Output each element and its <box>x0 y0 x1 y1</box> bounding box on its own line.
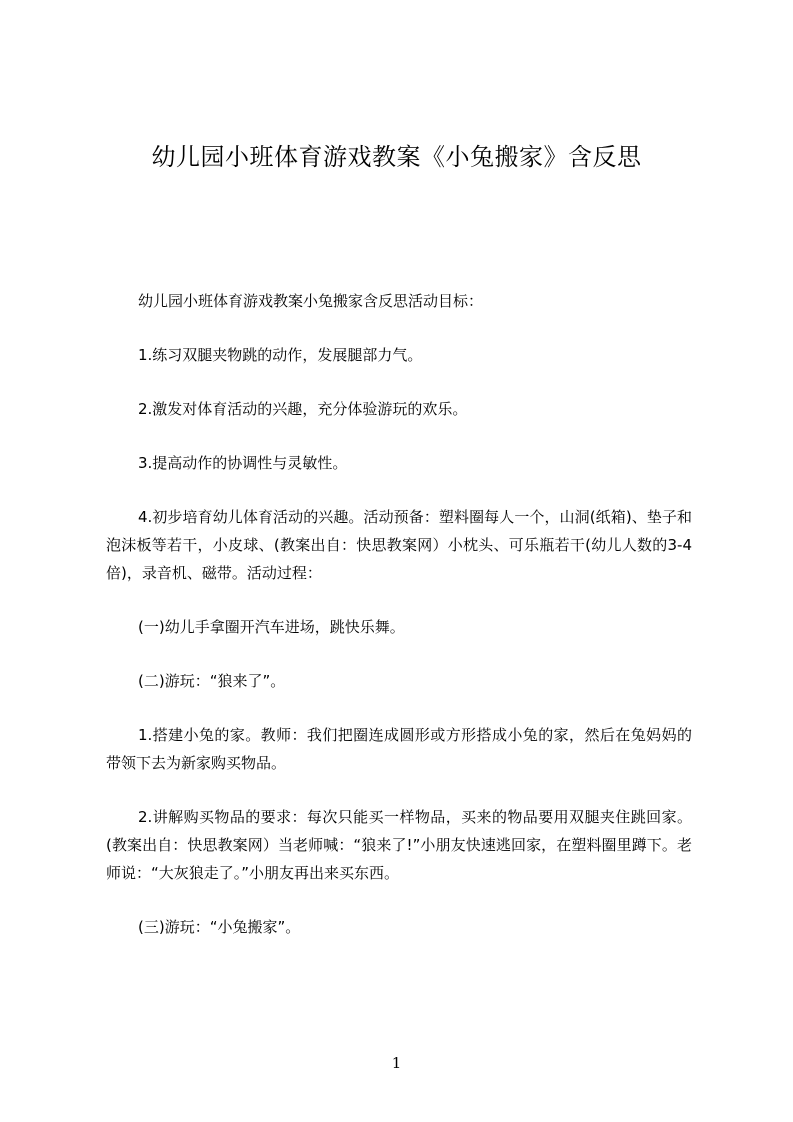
paragraph-step-2: (二)游玩：“狼来了”。 <box>138 672 286 690</box>
paragraph-step-1: (一)幼儿手拿圈开汽车进场，跳快乐舞。 <box>138 618 405 636</box>
paragraph-step-2-2: 2.讲解购买物品的要求：每次只能买一样物品，买来的物品要用双腿夹住跳回家。(教案出自：快思教案网）当老师喊：“狼来了!”小朋友快速逃回家，在塑料圈里蹲下。老师说：“大灰狼走了。”小朋友再出来买东西。 <box>106 808 692 882</box>
paragraph-step-2-1: 1.搭建小兔的家。教师：我们把圈连成圆形或方形搭成小兔的家，然后在兔妈妈的带领下去为新家购买物品。 <box>106 726 692 772</box>
paragraph-goal-2: 2.激发对体育活动的兴趣，充分体验游玩的欢乐。 <box>138 400 468 418</box>
document-body <box>106 287 692 967</box>
paragraph-goal-4: 4.初步培育幼儿体育活动的兴趣。活动预备：塑料圈每人一个，山洞(纸箱)、垫子和泡沫板等若干，小皮球、(教案出自：快思教案网）小枕头、可乐瓶若干(幼儿人数的3-4倍)，录音机、磁带。活动过程： <box>106 508 692 582</box>
paragraph-goal-3: 3.提高动作的协调性与灵敏性。 <box>138 454 348 472</box>
paragraph-step-3: (三)游玩：“小兔搬家”。 <box>138 918 301 936</box>
page-title: 幼儿园小班体育游戏教案《小兔搬家》含反思 <box>151 143 642 171</box>
paragraph-intro: 幼儿园小班体育游戏教案小兔搬家含反思活动目标： <box>138 292 484 310</box>
paragraph-goal-1: 1.练习双腿夹物跳的动作，发展腿部力气。 <box>138 346 423 364</box>
page-number: 1 <box>391 1054 402 1072</box>
